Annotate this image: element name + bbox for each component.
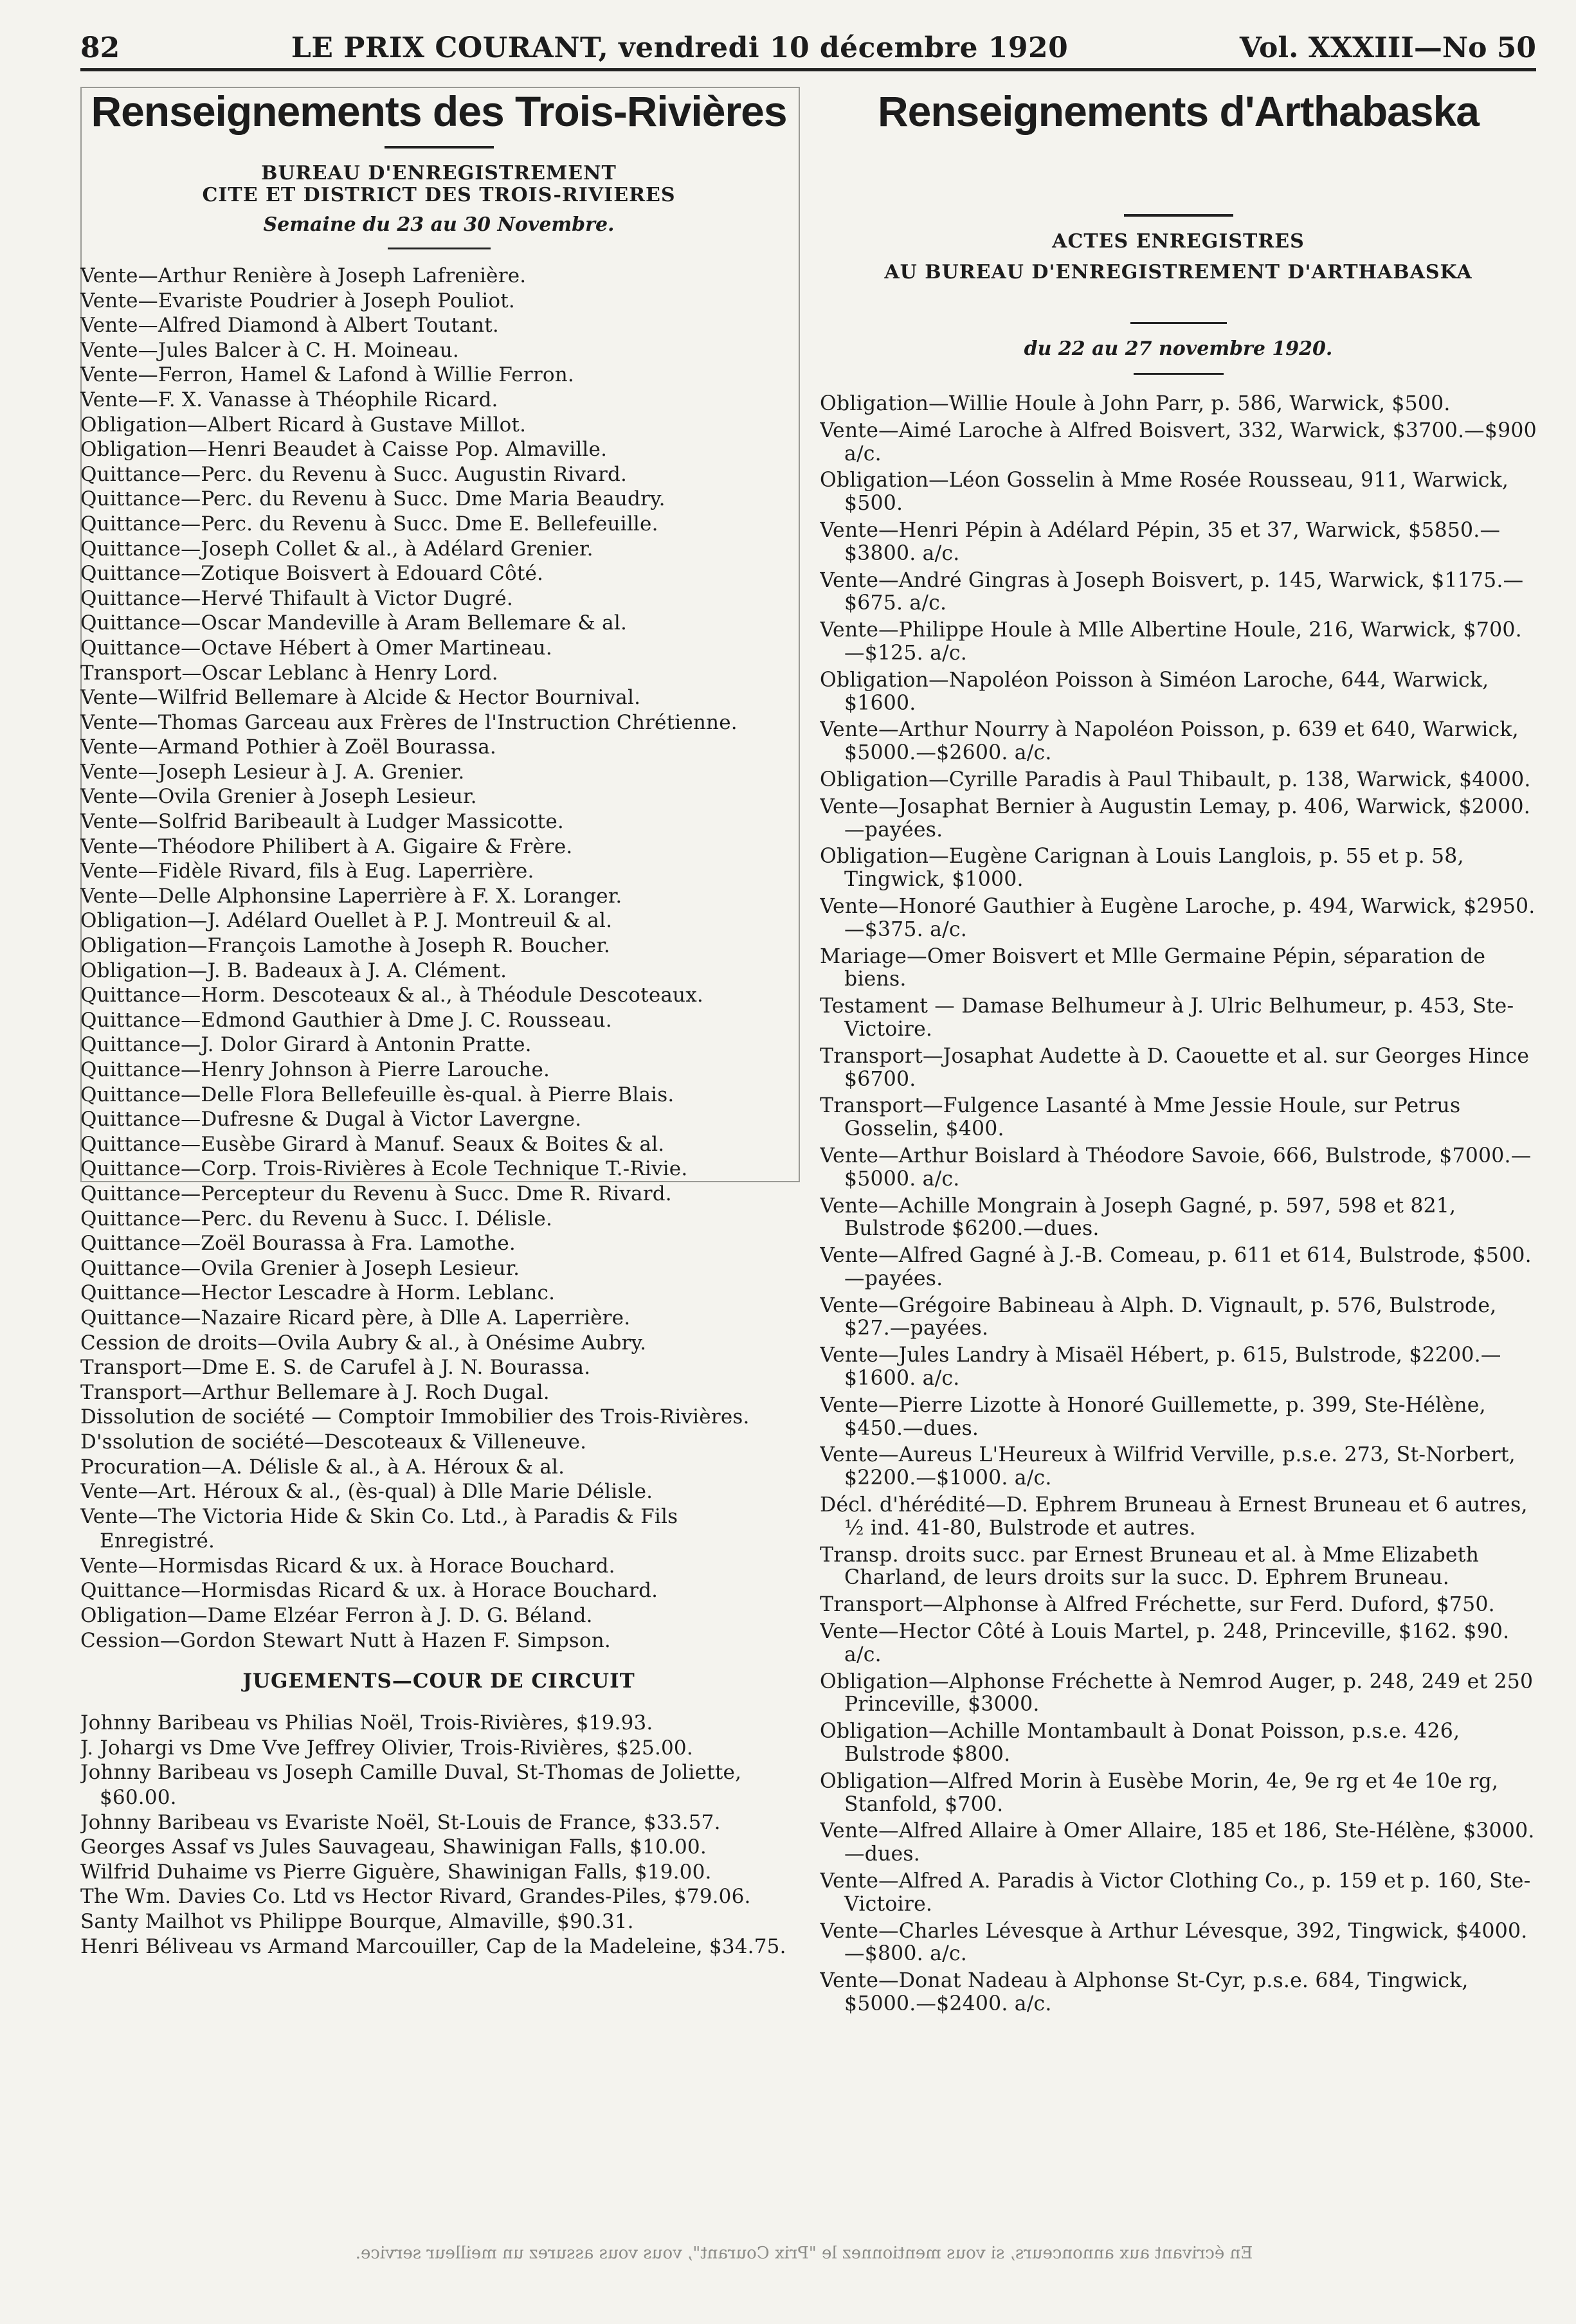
- register-entry: Obligation—Napoléon Poisson à Siméon Laroche, 644, Warwick, $1600.: [820, 668, 1489, 715]
- register-entry: Vente—Josaphat Bernier à Augustin Lemay, p. 406, Warwick, $2000.—payées.: [820, 795, 1530, 842]
- heading-rule: [1124, 214, 1233, 217]
- register-entry: Vente—André Gingras à Joseph Boisvert, p. 145, Warwick, $1175.—$675. a/c.: [820, 568, 1524, 615]
- register-entry: Quittance—Zotique Boisvert à Edouard Côté.: [80, 562, 544, 586]
- register-entry: Quittance—Oscar Mandeville à Aram Bellemare & al.: [80, 611, 628, 635]
- register-entry: Vente—Armand Pothier à Zoël Bourassa.: [80, 735, 496, 759]
- register-entry: Mariage—Omer Boisvert et Mlle Germaine Pépin, séparation de biens.: [820, 944, 1486, 991]
- register-entry: Vente—Pierre Lizotte à Honoré Guillemette, p. 399, Ste-Hélène, $450.—dues.: [820, 1393, 1486, 1440]
- register-entry: Transport—Josaphat Audette à D. Caouette et al. sur Georges Hince $6700.: [820, 1044, 1530, 1091]
- register-entry: Obligation—Willie Houle à John Parr, p. 586, Warwick, $500.: [820, 392, 1451, 415]
- register-entry: Obligation—François Lamothe à Joseph R. Boucher.: [80, 934, 610, 958]
- register-entry: Cession—Gordon Stewart Nutt à Hazen F. Simpson.: [80, 1628, 611, 1652]
- register-entry: Vente—Achille Mongrain à Joseph Gagné, p. 597, 598 et 821, Bulstrode $6200.—dues.: [820, 1194, 1456, 1241]
- register-entry: Quittance—Delle Flora Bellefeuille ès-qual. à Pierre Blais.: [80, 1083, 675, 1106]
- register-entry: Quittance—Octave Hébert à Omer Martineau.: [80, 636, 552, 660]
- left-entries-list: [80, 264, 797, 1653]
- register-entry: Transport—Fulgence Lasanté à Mme Jessie Houle, sur Petrus Gosselin, $400.: [820, 1094, 1461, 1141]
- register-entry: Quittance—Hector Lescadre à Horm. Leblanc.: [80, 1281, 556, 1305]
- register-entry: D'ssolution de société—Descoteaux & Villeneuve.: [80, 1430, 587, 1454]
- register-entry: Quittance—Perc. du Revenu à Succ. Dme Maria Beaudry.: [80, 487, 666, 511]
- register-entry: Vente—Fidèle Rivard, fils à Eug. Laperrière.: [80, 860, 534, 883]
- register-entry: Vente—The Victoria Hide & Skin Co. Ltd., à Paradis & Fils Enregistré.: [80, 1504, 678, 1553]
- register-entry: Quittance—Hervé Thifault à Victor Dugré.: [80, 586, 513, 610]
- register-entry: Obligation—Alphonse Fréchette à Nemrod Auger, p. 248, 249 et 250 Princeville, $3000.: [820, 1670, 1534, 1716]
- register-entry: Quittance—Dufresne & Dugal à Victor Lavergne.: [80, 1108, 582, 1131]
- register-entry: Johnny Baribeau vs Philias Noël, Trois-Rivières, $19.93.: [80, 1711, 653, 1735]
- register-entry: Obligation—Achille Montambault à Donat Poisson, p.s.e. 426, Bulstrode $800.: [820, 1720, 1460, 1767]
- register-entry: Vente—F. X. Vanasse à Théophile Ricard.: [80, 388, 498, 411]
- register-entry: Obligation—Henri Beaudet à Caisse Pop. Almaville.: [80, 438, 608, 462]
- register-entry: Quittance—Nazaire Ricard père, à Dlle A. Laperrière.: [80, 1306, 631, 1329]
- register-entry: Quittance—Henry Johnson à Pierre Larouche.: [80, 1058, 550, 1081]
- register-entry: Vente—Aureus L'Heureux à Wilfrid Verville, p.s.e. 273, St-Norbert, $2200.—$1000. a/c.: [820, 1443, 1516, 1490]
- right-column-heading: Renseignements d'Arthabaska: [878, 87, 1479, 135]
- register-entry: Vente—Joseph Lesieur à J. A. Grenier.: [80, 760, 465, 784]
- register-entry: Quittance—Corp. Trois-Rivières à Ecole Technique T.-Rivie.: [80, 1157, 688, 1181]
- register-entry: Henri Béliveau vs Armand Marcouiller, Cap de la Madeleine, $34.75.: [80, 1934, 786, 1958]
- heading-rule: [385, 146, 494, 149]
- register-entry: Transp. droits succ. par Ernest Bruneau et al. à Mme Elizabeth Charland, de leurs droits sur la succ. D. Ephrem Bruneau.: [820, 1543, 1480, 1590]
- register-entry: Vente—Art. Héroux & al., (ès-qual) à Dlle Marie Délisle.: [80, 1480, 653, 1504]
- register-entry: Vente—Alfred Allaire à Omer Allaire, 185 et 186, Ste-Hélène, $3000.—dues.: [820, 1819, 1535, 1866]
- footer-note: En écrivant aux annonceurs, si vous mentionnez le "Prix Courant", vous vous assurez un meilleur service.: [355, 2244, 1253, 2263]
- register-entry: Obligation—Léon Gosselin à Mme Rosée Rousseau, 911, Warwick, $500.: [820, 469, 1509, 516]
- register-entry: Quittance—Joseph Collet & al., à Adélard Grenier.: [80, 537, 593, 561]
- register-entry: Obligation—Alfred Morin à Eusèbe Morin, 4e, 9e rg et 4e 10e rg, Stanfold, $700.: [820, 1769, 1499, 1816]
- register-entry: Transport—Oscar Leblanc à Henry Lord.: [80, 661, 498, 685]
- page-number: 82: [80, 32, 120, 64]
- register-entry: Vente—Delle Alphonsine Laperrière à F. X. Loranger.: [80, 884, 622, 908]
- register-entry: Quittance—Perc. du Revenu à Succ. Augustin Rivard.: [80, 462, 628, 486]
- register-entry: Obligation—Cyrille Paradis à Paul Thibault, p. 138, Warwick, $4000.: [820, 768, 1531, 791]
- register-entry: Procuration—A. Délisle & al., à A. Héroux & al.: [80, 1455, 565, 1479]
- register-entry: Vente—Arthur Boislard à Théodore Savoie, 666, Bulstrode, $7000.—$5000. a/c.: [820, 1144, 1532, 1191]
- register-entry: Obligation—J. B. Badeaux à J. A. Clément.: [80, 959, 507, 982]
- left-column: [80, 80, 797, 2176]
- register-entry: Vente—Donat Nadeau à Alphonse St-Cyr, p.s.e. 684, Tingwick, $5000.—$2400. a/c.: [820, 1969, 1469, 2015]
- register-entry: Vente—Jules Balcer à C. H. Moineau.: [80, 338, 459, 362]
- register-entry: Vente—Jules Landry à Misaël Hébert, p. 615, Bulstrode, $2200.—$1600. a/c.: [820, 1344, 1501, 1391]
- bureau-title: AU BUREAU D'ENREGISTREMENT D'ARTHABASKA: [884, 261, 1472, 284]
- register-entry: Transport—Dme E. S. de Carufel à J. N. Bourassa.: [80, 1356, 591, 1380]
- week-rule-top: [1130, 322, 1227, 324]
- register-entry: Vente—Wilfrid Bellemare à Alcide & Hector Bournival.: [80, 686, 641, 710]
- register-entry: Obligation—J. Adélard Ouellet à P. J. Montreuil & al.: [80, 909, 613, 933]
- register-entry: Vente—Henri Pépin à Adélard Pépin, 35 et 37, Warwick, $5850.—$3800. a/c.: [820, 518, 1501, 565]
- register-entry: Transport—Alphonse à Alfred Fréchette, sur Ferd. Duford, $750.: [820, 1593, 1495, 1617]
- register-entry: Georges Assaf vs Jules Sauvageau, Shawinigan Falls, $10.00.: [80, 1835, 707, 1859]
- register-entry: Vente—Arthur Renière à Joseph Lafrenière.: [80, 264, 527, 287]
- register-entry: Vente—Ferron, Hamel & Lafond à Willie Ferron.: [80, 363, 574, 387]
- week-rule: [1134, 373, 1224, 375]
- district-title: CITE ET DISTRICT DES TROIS-RIVIERES: [202, 184, 676, 206]
- register-entry: Vente—Arthur Nourry à Napoléon Poisson, p. 639 et 640, Warwick, $5000.—$2600. a/c.: [820, 718, 1519, 765]
- register-entry: Santy Mailhot vs Philippe Bourque, Almaville, $90.31.: [80, 1910, 634, 1933]
- register-entry: Vente—Ovila Grenier à Joseph Lesieur.: [80, 785, 477, 809]
- bureau-title: BUREAU D'ENREGISTREMENT: [261, 162, 617, 185]
- register-entry: Quittance—Horm. Descoteaux & al., à Théodule Descoteaux.: [80, 984, 703, 1007]
- register-entry: Vente—Alfred Gagné à J.-B. Comeau, p. 611 et 614, Bulstrode, $500.—payées.: [820, 1244, 1532, 1290]
- register-entry: Quittance—Zoël Bourassa à Fra. Lamothe.: [80, 1232, 516, 1256]
- register-entry: Quittance—Hormisdas Ricard & ux. à Horace Bouchard.: [80, 1579, 658, 1603]
- volume-number: Vol. XXXIII—No 50: [1239, 32, 1536, 64]
- week-range: Semaine du 23 au 30 Novembre.: [263, 213, 615, 236]
- register-entry: Quittance—Percepteur du Revenu à Succ. Dme R. Rivard.: [80, 1182, 672, 1205]
- register-entry: Obligation—Dame Elzéar Ferron à J. D. G. Béland.: [80, 1604, 593, 1628]
- register-entry: Quittance—Eusèbe Girard à Manuf. Seaux & Boites & al.: [80, 1132, 665, 1156]
- register-entry: Vente—Thomas Garceau aux Frères de l'Instruction Chrétienne.: [80, 710, 738, 734]
- register-entry: Transport—Arthur Bellemare à J. Roch Dugal.: [80, 1380, 550, 1404]
- register-entry: Vente—Aimé Laroche à Alfred Boisvert, 332, Warwick, $3700.—$900 a/c.: [820, 419, 1537, 465]
- register-entry: Johnny Baribeau vs Evariste Noël, St-Louis de France, $33.57.: [80, 1810, 721, 1834]
- actes-title: ACTES ENREGISTRES: [1052, 230, 1305, 253]
- register-entry: J. Johargi vs Dme Vve Jeffrey Olivier, Trois-Rivières, $25.00.: [80, 1736, 693, 1760]
- register-entry: Testament — Damase Belhumeur à J. Ulric Belhumeur, p. 453, Ste-Victoire.: [820, 995, 1514, 1041]
- week-range: du 22 au 27 novembre 1920.: [1024, 338, 1333, 360]
- register-entry: Cession de droits—Ovila Aubry & al., à Onésime Aubry.: [80, 1331, 647, 1355]
- publication-title: LE PRIX COURANT, vendredi 10 décembre 1920: [291, 32, 1069, 64]
- judgements-list: [80, 1711, 797, 1959]
- register-entry: Vente—Charles Lévesque à Arthur Lévesque, 392, Tingwick, $4000.—$800. a/c.: [820, 1919, 1528, 1966]
- register-entry: Wilfrid Duhaime vs Pierre Giguère, Shawinigan Falls, $19.00.: [80, 1860, 712, 1884]
- register-entry: Dissolution de société — Comptoir Immobilier des Trois-Rivières.: [80, 1405, 750, 1429]
- week-rule: [388, 248, 491, 249]
- register-entry: Quittance—Perc. du Revenu à Succ. Dme E. Bellefeuille.: [80, 512, 658, 536]
- register-entry: Obligation—Eugène Carignan à Louis Langlois, p. 55 et p. 58, Tingwick, $1000.: [820, 845, 1464, 892]
- register-entry: Obligation—Albert Ricard à Gustave Millot.: [80, 413, 527, 437]
- register-entry: Vente—Philippe Houle à Mlle Albertine Houle, 216, Warwick, $700.—$125. a/c.: [820, 618, 1522, 665]
- right-column: [820, 80, 1537, 2176]
- register-entry: Vente—Théodore Philibert à A. Gigaire & Frère.: [80, 834, 573, 858]
- register-entry: Quittance—Ovila Grenier à Joseph Lesieur.: [80, 1256, 520, 1280]
- register-entry: Quittance—Edmond Gauthier à Dme J. C. Rousseau.: [80, 1008, 612, 1032]
- register-entry: Vente—Honoré Gauthier à Eugène Laroche, p. 494, Warwick, $2950.—$375. a/c.: [820, 894, 1535, 941]
- register-entry: Vente—Hector Côté à Louis Martel, p. 248, Princeville, $162. $90. a/c.: [820, 1620, 1510, 1666]
- register-entry: Vente—Alfred Diamond à Albert Toutant.: [80, 314, 499, 338]
- register-entry: Vente—Evariste Poudrier à Joseph Pouliot.: [80, 289, 515, 312]
- judgements-title: JUGEMENTS—COUR DE CIRCUIT: [242, 1670, 635, 1693]
- register-entry: Quittance—Perc. du Revenu à Succ. I. Délisle.: [80, 1207, 553, 1230]
- register-entry: Vente—Solfrid Baribeault à Ludger Massicotte.: [80, 810, 564, 834]
- register-entry: Quittance—J. Dolor Girard à Antonin Pratte.: [80, 1033, 532, 1057]
- register-entry: Décl. d'hérédité—D. Ephrem Bruneau à Ernest Bruneau et 6 autres, ½ ind. 41-80, Bulstrode et autres.: [820, 1493, 1528, 1540]
- page-header: [80, 26, 1536, 71]
- register-entry: Vente—Hormisdas Ricard & ux. à Horace Bouchard.: [80, 1554, 615, 1578]
- right-entries-list: [820, 393, 1537, 2016]
- left-column-heading: Renseignements des Trois-Rivières: [91, 87, 787, 135]
- register-entry: Vente—Grégoire Babineau à Alph. D. Vignault, p. 576, Bulstrode, $27.—payées.: [820, 1293, 1497, 1340]
- register-entry: The Wm. Davies Co. Ltd vs Hector Rivard, Grandes-Piles, $79.06.: [80, 1885, 751, 1909]
- register-entry: Johnny Baribeau vs Joseph Camille Duval, St-Thomas de Joliette, $60.00.: [80, 1761, 742, 1810]
- register-entry: Vente—Alfred A. Paradis à Victor Clothing Co., p. 159 et p. 160, Ste-Victoire.: [820, 1869, 1531, 1916]
